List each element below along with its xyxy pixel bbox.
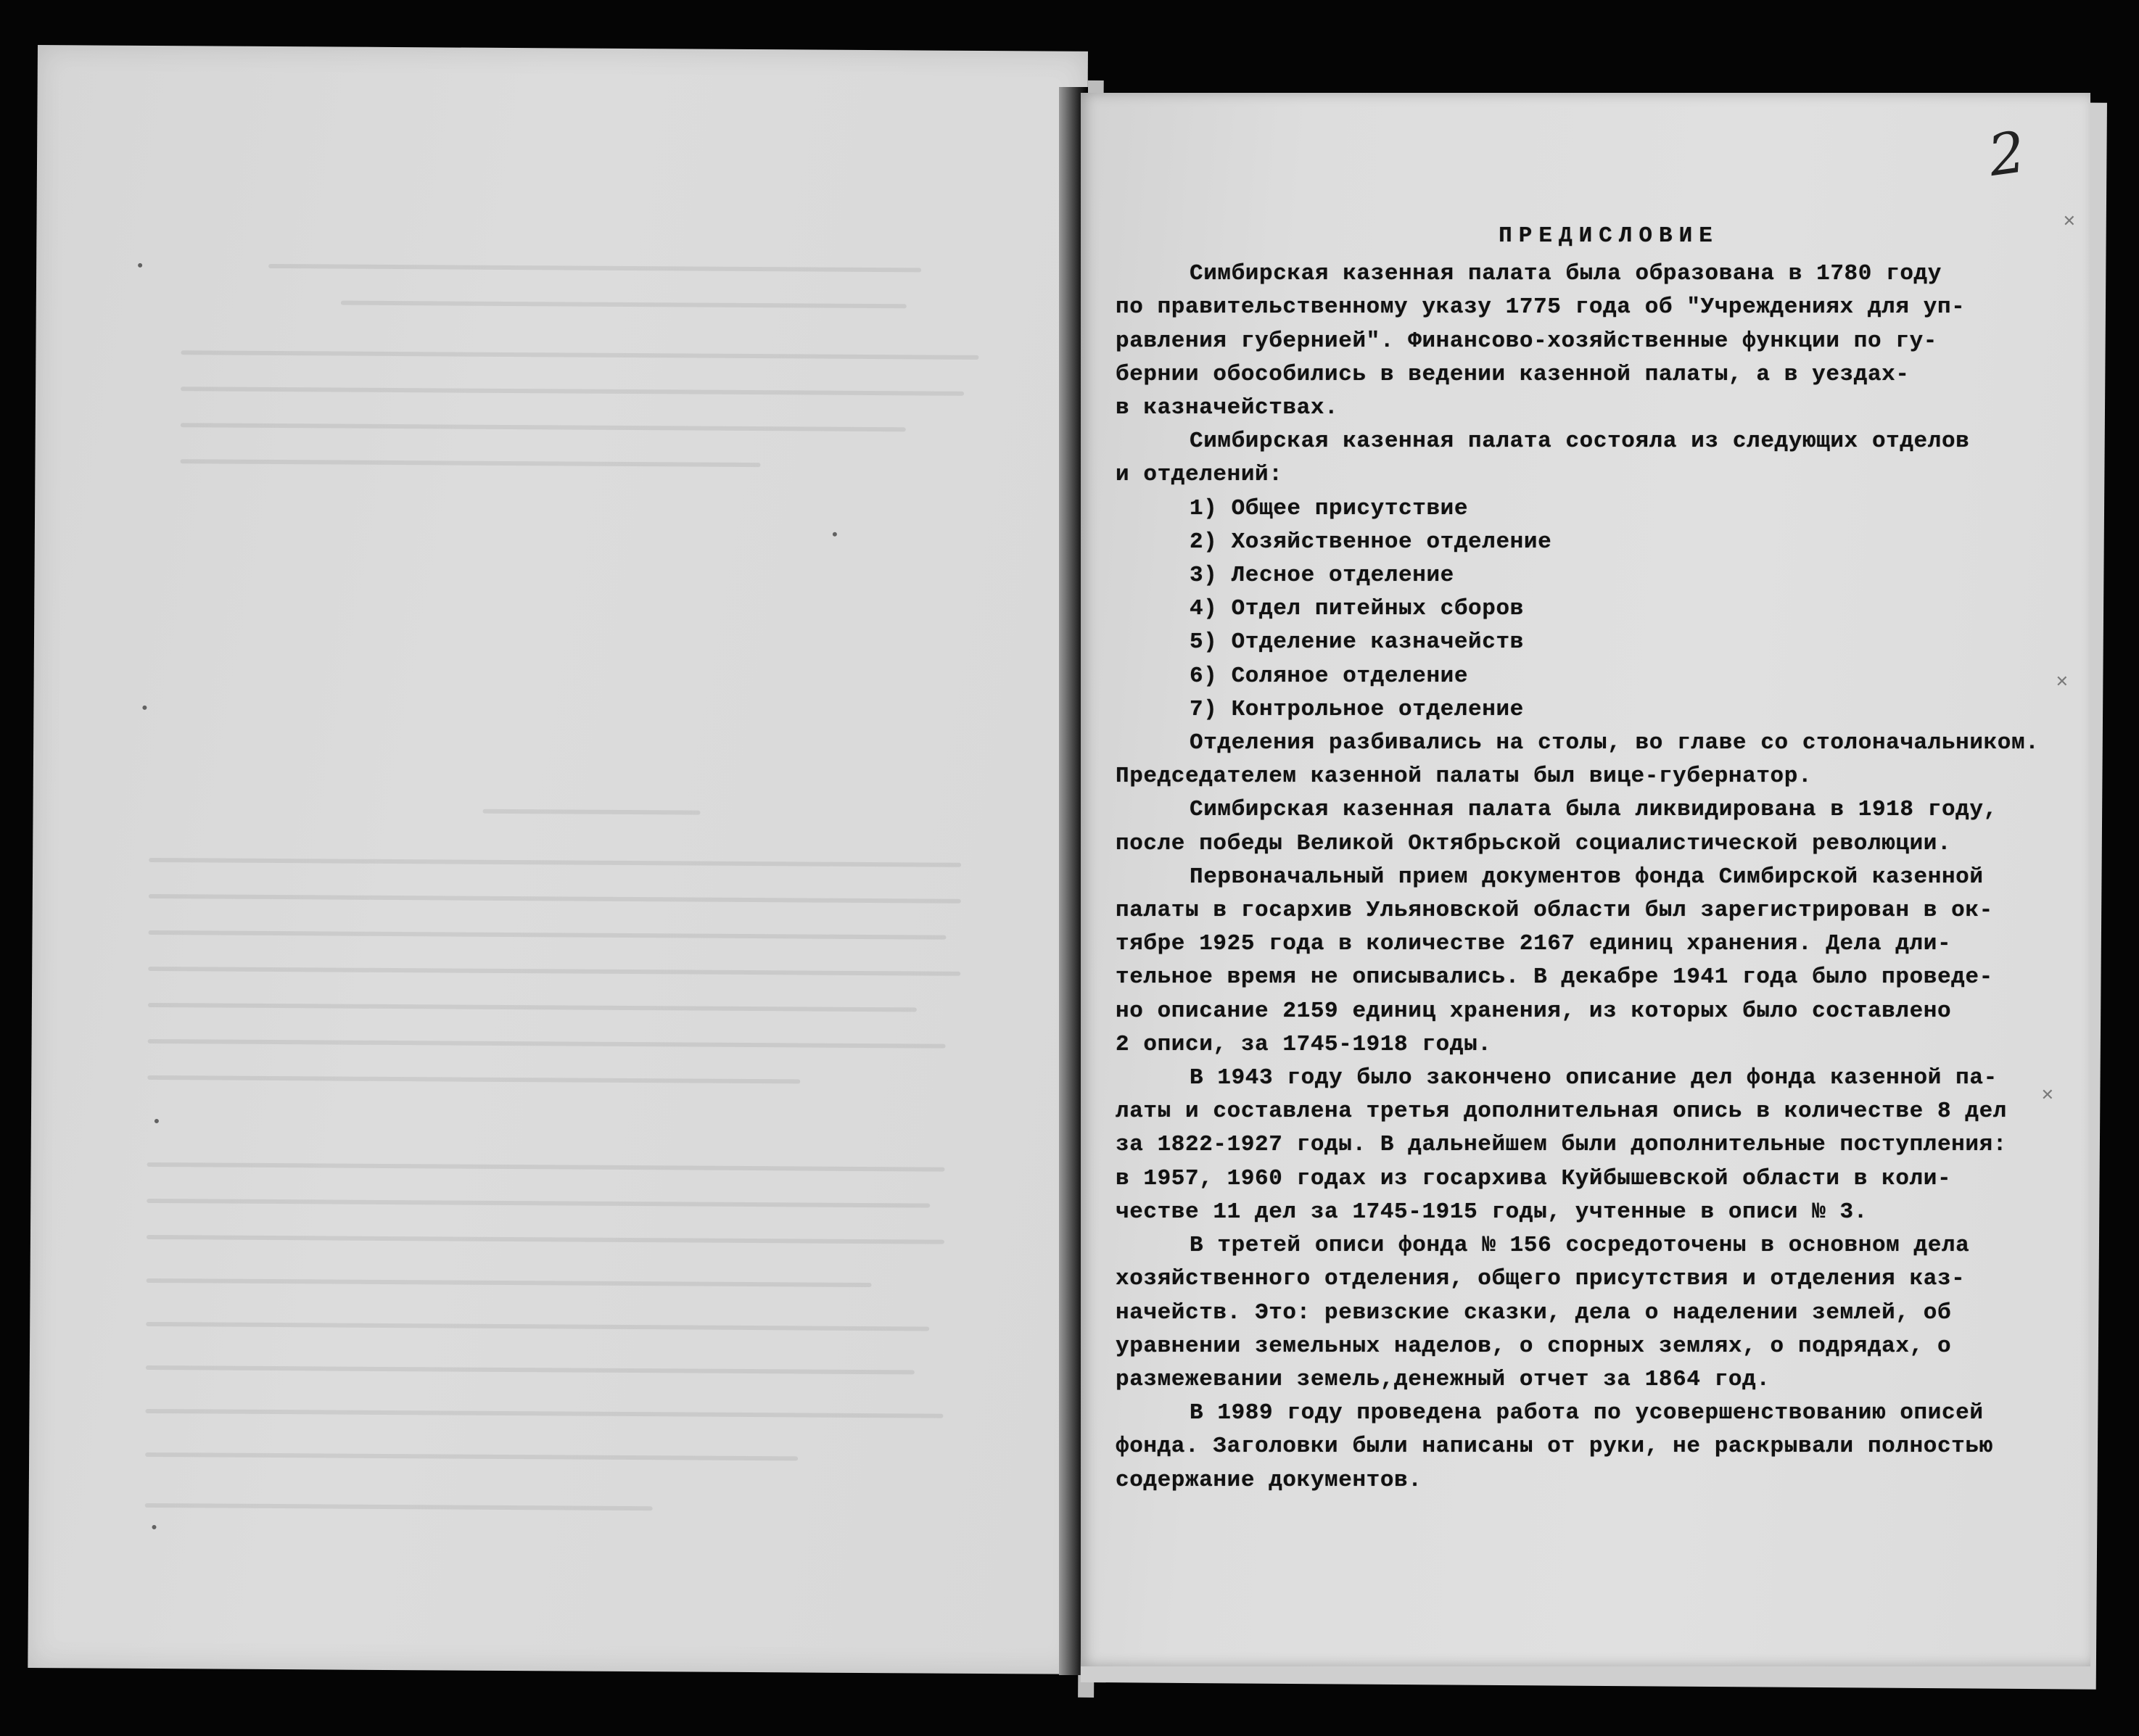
ghost-bleed-line [180, 459, 760, 467]
paper-mark: ✕ [2062, 212, 2076, 231]
department-list-item: 2) Хозяйственное отделение [1190, 529, 1552, 555]
text-line: В 1989 году проведена работа по усовершенствованию описей [1190, 1400, 1984, 1426]
text-line: 2 описи, за 1745-1918 годы. [1116, 1031, 1492, 1057]
text-line: и отделений: [1116, 462, 1283, 488]
text-line: в 1957, 1960 годах из госархива Куйбышевской области в коли- [1116, 1165, 1952, 1191]
paper-speck [154, 1119, 159, 1123]
text-line: В третей описи фонда № 156 сосредоточены в основном дела [1190, 1233, 1970, 1259]
ghost-bleed-line [145, 1503, 653, 1510]
text-line: Симбирская казенная палата была ликвидирована в 1918 году, [1190, 797, 1998, 823]
paper-speck [138, 263, 142, 268]
ghost-bleed-line [147, 1278, 872, 1287]
department-list-item: 3) Лесное отделение [1190, 563, 1454, 589]
ghost-bleed-line [181, 387, 964, 396]
right-page [1081, 93, 2090, 1666]
page-number: 2 [1985, 119, 2030, 190]
text-line: бернии обособились в ведении казенной палаты, а в уездах- [1116, 361, 1910, 387]
paper-mark: ✕ [2040, 1086, 2054, 1104]
text-line: Отделения разбивались на столы, во главе со столоначальником. [1190, 730, 2040, 756]
ghost-bleed-line [268, 264, 921, 272]
ghost-bleed-line [181, 423, 906, 431]
ghost-bleed-line [148, 1039, 946, 1049]
department-list-item: 7) Контрольное отделение [1190, 696, 1524, 722]
ghost-bleed-line [147, 1075, 800, 1083]
text-line: фонда. Заголовки были написаны от руки, не раскрывали полностью [1116, 1434, 1993, 1460]
text-line: но описание 2159 единиц хранения, из которых было составлено [1116, 998, 1952, 1024]
ghost-bleed-line [146, 1365, 915, 1374]
department-list-item: 1) Общее присутствие [1190, 495, 1469, 521]
ghost-bleed-line [145, 1452, 798, 1460]
text-line: Первоначальный прием документов фонда Симбирской казенной [1190, 864, 1984, 890]
text-line: начейств. Это: ревизские сказки, дела о наделении землей, об [1116, 1299, 1952, 1326]
ghost-bleed-line [148, 1003, 917, 1012]
text-line: латы и составлена третья дополнительная опись в количестве 8 дел [1116, 1099, 2007, 1125]
text-line: после победы Великой Октябрьской социалистической революции. [1116, 830, 1952, 856]
ghost-bleed-line [149, 930, 947, 940]
document-title: ПРЕДИСЛОВИЕ [1499, 223, 1719, 249]
department-list-item: 6) Соляное отделение [1190, 663, 1469, 689]
text-line: хозяйственного отделения, общего присутствия и отделения каз- [1116, 1266, 1966, 1292]
ghost-bleed-line [149, 858, 961, 867]
text-line: тельное время не описывались. В декабре 1941 года было проведе- [1116, 964, 1993, 991]
ghost-bleed-line [149, 894, 961, 904]
text-line: В 1943 году было закончено описание дел фонда казенной па- [1190, 1065, 1998, 1091]
ghost-bleed-line [148, 967, 960, 976]
text-line: по правительственному указу 1775 года об "Учреждениях для уп- [1116, 294, 1966, 321]
ghost-bleed-line [181, 350, 978, 360]
text-line: честве 11 дел за 1745-1915 годы, учтенные в описи № 3. [1116, 1199, 1868, 1225]
text-line: равления губернией". Финансово-хозяйственные функции по гу- [1116, 328, 1937, 354]
text-line: палаты в госархив Ульяновской области был зарегистрирован в ок- [1116, 898, 1993, 924]
paper-speck [833, 532, 837, 537]
text-line: размежевании земель,денежный отчет за 1864 год. [1116, 1366, 1771, 1392]
text-line: уравнении земельных наделов, о спорных землях, о подрядах, о [1116, 1333, 1952, 1359]
department-list-item: 5) Отделение казначейств [1190, 629, 1524, 656]
paper-speck [142, 706, 147, 710]
typed-text [1116, 220, 2073, 1497]
text-line: Симбирская казенная палата была образована в 1780 году [1190, 261, 1942, 287]
ghost-bleed-line [147, 1162, 945, 1172]
left-page [28, 45, 1088, 1674]
paper-speck [152, 1525, 156, 1529]
ghost-bleed-line [145, 1409, 943, 1418]
ghost-bleed-line [147, 1199, 930, 1208]
text-line: Симбирская казенная палата состояла из следующих отделов [1190, 429, 1970, 455]
text-line: за 1822-1927 годы. В дальнейшем были дополнительные поступления: [1116, 1132, 2007, 1158]
ghost-bleed-line [483, 809, 701, 815]
text-line: тябре 1925 года в количестве 2167 единиц хранения. Дела дли- [1116, 931, 1952, 957]
text-line: Председателем казенной палаты был вице-губернатор. [1116, 764, 1813, 790]
ghost-bleed-line [146, 1322, 929, 1331]
department-list-item: 4) Отдел питейных сборов [1190, 596, 1524, 622]
ghost-bleed-line [341, 301, 907, 309]
ghost-bleed-line [147, 1235, 944, 1244]
text-line: содержание документов. [1116, 1467, 1422, 1493]
text-line: в казначействах. [1116, 395, 1339, 421]
paper-mark: ✕ [2055, 673, 2069, 691]
